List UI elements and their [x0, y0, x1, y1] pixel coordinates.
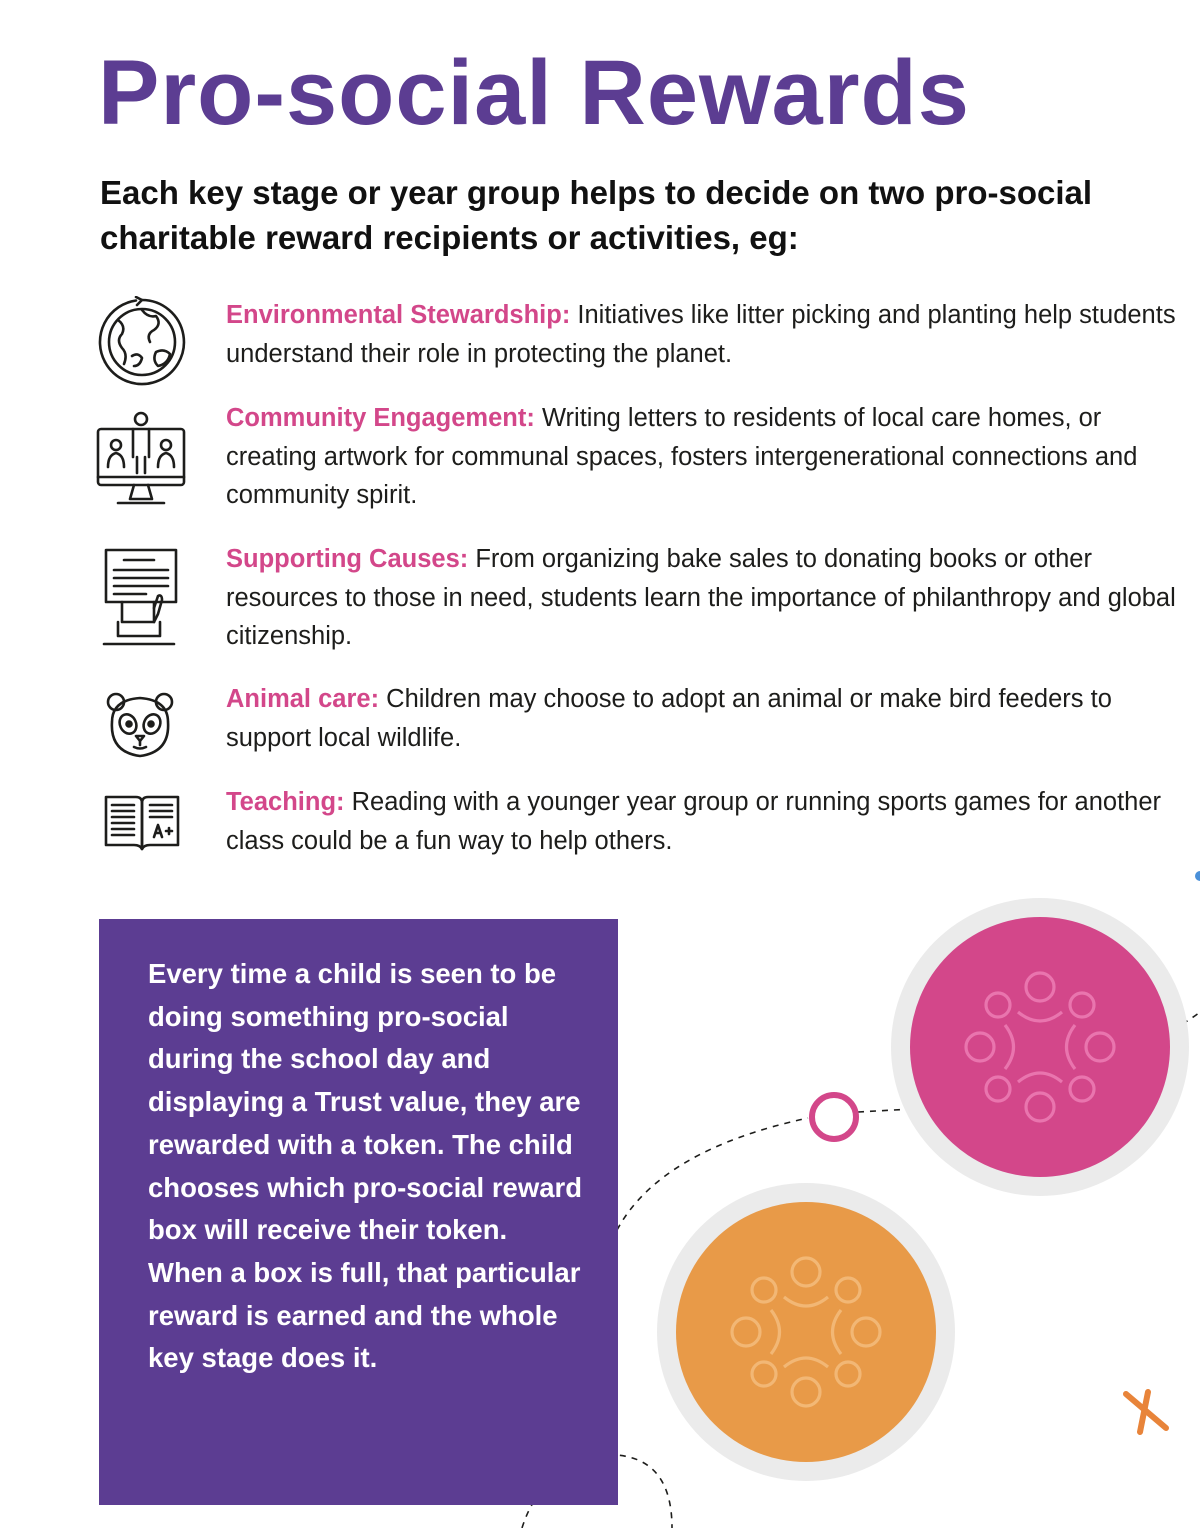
orange-cross-icon	[1126, 1392, 1166, 1432]
page-title: Pro-social Rewards	[98, 42, 970, 144]
item-heading: Teaching:	[226, 788, 345, 816]
intro-text: Each key stage or year group helps to decide on two pro-social charitable reward recipients or activities, eg:	[100, 174, 1093, 256]
item-heading: Environmental Stewardship:	[226, 301, 571, 329]
orange-reward-circle	[676, 1202, 936, 1462]
blue-dot	[1195, 871, 1200, 881]
item-body: Children may choose to adopt an animal or make bird feeders to support local wildlife.	[226, 685, 1112, 752]
pink-reward-circle	[910, 917, 1170, 1177]
item-heading: Community Engagement:	[226, 404, 535, 432]
reward-explanation-box	[99, 919, 618, 1505]
item-heading: Supporting Causes:	[226, 545, 469, 573]
item-heading: Animal care:	[226, 685, 380, 713]
reward-explanation-text: Every time a child is seen to be doing something pro-social during the school day and displaying a Trust value, they are rewarded with a token. The child chooses which pro-social reward box will receive their token. When a box is full, that particular reward is earned and the whole key stage does it.	[148, 958, 583, 1374]
item-body: Writing letters to residents of local care homes, or creating artwork for communal spaces, fosters intergenerational connections and community spirit.	[226, 404, 1138, 509]
pink-ring-marker	[812, 1095, 856, 1139]
item-body: Initiatives like litter picking and planting help students understand their role in protecting the planet.	[226, 301, 1176, 368]
item-body: Reading with a younger year group or running sports games for another class could be a fun way to help others.	[226, 788, 1162, 855]
item-body: From organizing bake sales to donating books or other resources to those in need, students learn the importance of philanthropy and global citizenship.	[226, 545, 1176, 650]
